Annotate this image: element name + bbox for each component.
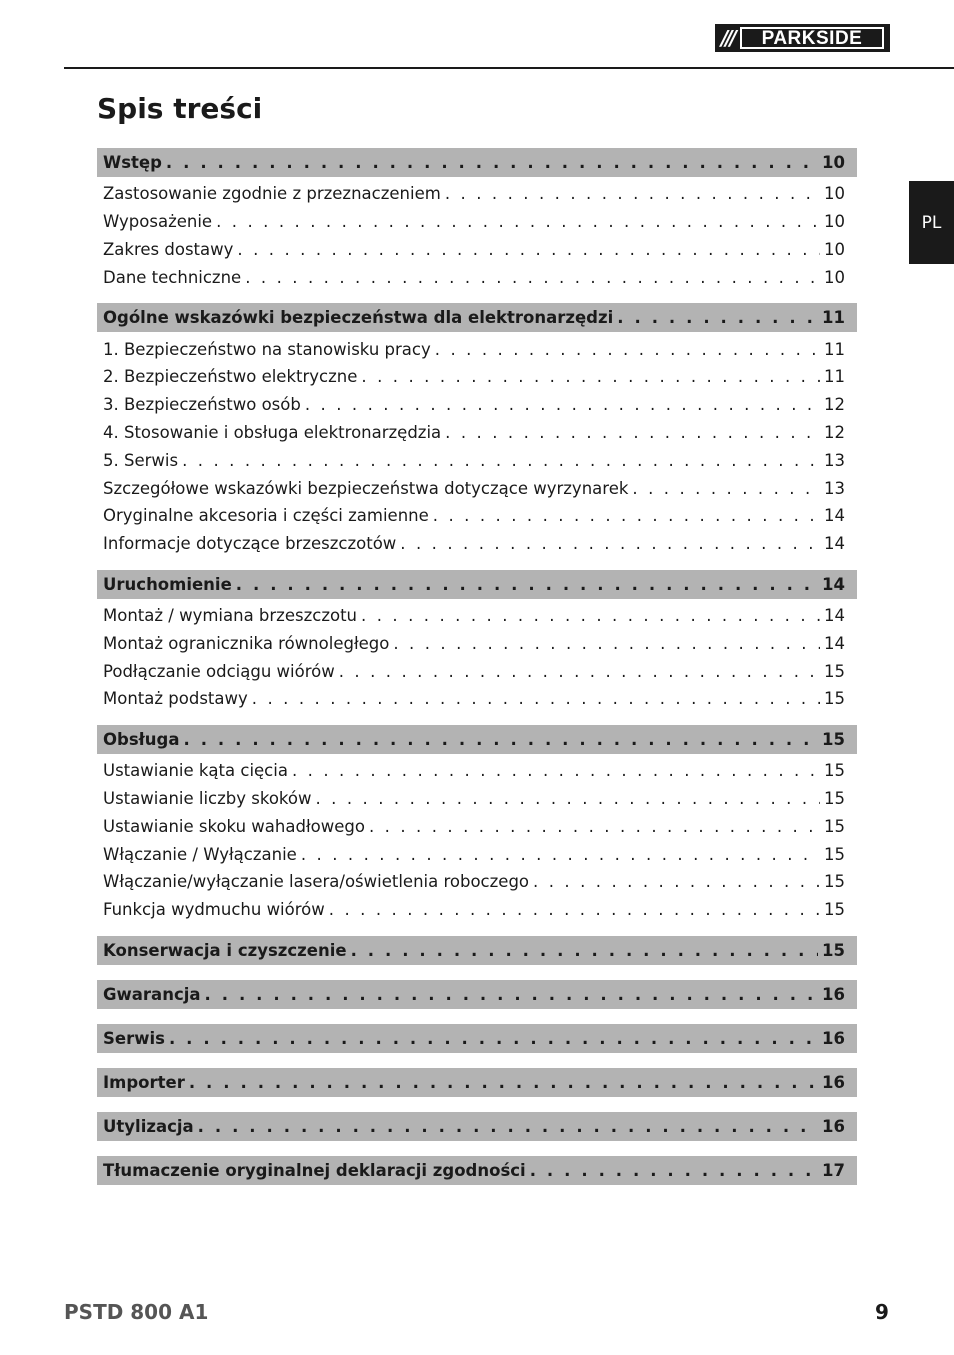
leader-dots: [400, 534, 820, 553]
leader-dots: [252, 689, 820, 708]
language-tab: PL: [909, 181, 954, 264]
toc-section-heading[interactable]: [97, 303, 857, 332]
toc-section-title: Utylizacja: [103, 1116, 194, 1136]
footer-page-number: 9: [875, 1300, 889, 1324]
toc-entry-page: 15: [824, 900, 845, 920]
toc-entry-page: 15: [824, 761, 845, 781]
toc-entry-page: 13: [824, 450, 845, 470]
toc-entry-label: Szczegółowe wskazówki bezpieczeństwa dotyczące wyrzynarek: [103, 478, 629, 498]
toc-section-heading[interactable]: [97, 1024, 857, 1053]
toc-entry[interactable]: [97, 530, 857, 558]
toc-section-page: 10: [822, 153, 845, 172]
toc-entry[interactable]: [97, 391, 857, 419]
toc-entry-label: Podłączanie odciągu wiórów: [103, 661, 335, 681]
toc-entry[interactable]: [97, 602, 857, 630]
logo-brand-text: PARKSIDE: [740, 27, 884, 49]
toc-entry[interactable]: [97, 812, 857, 840]
leader-dots: [301, 845, 820, 864]
toc-entry-page: 10: [824, 212, 845, 232]
toc-section-title: Ogólne wskazówki bezpieczeństwa dla elektronarzędzi: [103, 308, 614, 328]
page-title: Spis treści: [97, 92, 263, 125]
toc-entry-label: Ustawianie kąta cięcia: [103, 761, 288, 781]
toc-section-heading[interactable]: [97, 570, 857, 599]
toc-entry-page: 15: [824, 872, 845, 892]
toc-entry-label: Montaż ogranicznika równoległego: [103, 633, 390, 653]
toc-entry[interactable]: [97, 208, 857, 236]
toc-entry[interactable]: [97, 236, 857, 264]
toc-entry[interactable]: [97, 629, 857, 657]
toc-section-title: Wstęp: [103, 153, 162, 172]
leader-dots: [369, 817, 820, 836]
toc-section-page: 15: [822, 729, 845, 749]
leader-dots: [237, 240, 820, 259]
toc-section-page: 15: [822, 940, 845, 960]
toc-section-page: 11: [822, 308, 845, 328]
toc-entry-page: 14: [824, 633, 845, 653]
toc-entry-label: Dane techniczne: [103, 267, 242, 287]
toc-entry-page: 12: [824, 395, 845, 415]
toc-entry-label: 5. Serwis: [103, 450, 179, 470]
toc-section-title: Uruchomienie: [103, 574, 232, 594]
toc-entry[interactable]: [97, 757, 857, 785]
toc-section-title: Konserwacja i czyszczenie: [103, 940, 347, 960]
toc-entry-label: Ustawianie skoku wahadłowego: [103, 816, 365, 836]
toc-section-heading[interactable]: [97, 936, 857, 965]
leader-dots: [533, 872, 820, 891]
toc-section-page: 16: [822, 1116, 845, 1136]
toc-entry-page: 11: [824, 367, 845, 387]
toc-entry[interactable]: [97, 419, 857, 447]
leader-dots: [315, 789, 820, 808]
toc-entry[interactable]: [97, 840, 857, 868]
leader-dots: [445, 423, 820, 442]
toc-section-title: Obsługa: [103, 729, 180, 749]
parkside-logo: [715, 24, 890, 52]
toc-entry[interactable]: [97, 657, 857, 685]
toc-entry[interactable]: [97, 896, 857, 924]
toc-item-group: [97, 754, 857, 924]
toc-entry-label: Włączanie / Wyłączanie: [103, 844, 297, 864]
toc-section-heading[interactable]: [97, 148, 857, 177]
toc-item-group: [97, 177, 857, 291]
leader-dots: [166, 153, 818, 172]
toc-entry-page: 15: [824, 816, 845, 836]
table-of-contents: [97, 148, 857, 1185]
toc-entry-label: Włączanie/wyłączanie lasera/oświetlenia roboczego: [103, 872, 530, 892]
leader-dots: [433, 506, 820, 525]
toc-entry[interactable]: [97, 685, 857, 713]
leader-dots: [245, 268, 820, 287]
toc-entry-label: Zakres dostawy: [103, 239, 234, 259]
toc-entry-label: Informacje dotyczące brzeszczotów: [103, 534, 397, 554]
leader-dots: [393, 634, 820, 653]
toc-item-group: [97, 332, 857, 557]
logo-slashes: ///: [721, 26, 734, 50]
toc-entry-page: 11: [824, 339, 845, 359]
leader-dots: [351, 941, 818, 960]
leader-dots: [183, 730, 818, 749]
toc-entry-page: 15: [824, 661, 845, 681]
leader-dots: [632, 479, 820, 498]
toc-entry-label: Funkcja wydmuchu wiórów: [103, 900, 325, 920]
leader-dots: [198, 1117, 818, 1136]
toc-entry-page: 10: [824, 267, 845, 287]
toc-section-page: 16: [822, 1028, 845, 1048]
leader-dots: [216, 212, 820, 231]
toc-entry-page: 14: [824, 605, 845, 625]
toc-section-title: Gwarancja: [103, 984, 201, 1004]
toc-section-page: 17: [822, 1160, 845, 1180]
toc-entry[interactable]: [97, 263, 857, 291]
leader-dots: [169, 1029, 818, 1048]
toc-entry-page: 14: [824, 506, 845, 526]
leader-dots: [189, 1073, 818, 1092]
toc-entry-label: 3. Bezpieczeństwo osób: [103, 395, 301, 415]
toc-section-page: 16: [822, 984, 845, 1004]
toc-entry-label: Zastosowanie zgodnie z przeznaczeniem: [103, 184, 441, 204]
toc-entry[interactable]: [97, 363, 857, 391]
toc-entry[interactable]: [97, 502, 857, 530]
toc-entry-page: 13: [824, 478, 845, 498]
toc-section-heading[interactable]: [97, 980, 857, 1009]
leader-dots: [305, 395, 820, 414]
toc-entry-label: 4. Stosowanie i obsługa elektronarzędzia: [103, 422, 442, 442]
toc-entry-label: 1. Bezpieczeństwo na stanowisku pracy: [103, 339, 431, 359]
leader-dots: [435, 340, 820, 359]
toc-entry[interactable]: [97, 335, 857, 363]
leader-dots: [236, 575, 818, 594]
leader-dots: [339, 662, 820, 681]
toc-section-heading[interactable]: [97, 1156, 857, 1185]
toc-section-heading[interactable]: [97, 725, 857, 754]
leader-dots: [329, 900, 820, 919]
toc-section-title: Serwis: [103, 1028, 165, 1048]
leader-dots: [361, 367, 820, 386]
toc-entry-label: Oryginalne akcesoria i części zamienne: [103, 506, 429, 526]
toc-entry[interactable]: [97, 868, 857, 896]
leader-dots: [361, 606, 820, 625]
toc-entry[interactable]: [97, 474, 857, 502]
toc-section-title: Importer: [103, 1072, 185, 1092]
toc-entry-label: Montaż / wymiana brzeszczotu: [103, 605, 358, 625]
toc-entry-label: Wyposażenie: [103, 212, 213, 232]
toc-entry-page: 10: [824, 184, 845, 204]
toc-section-page: 14: [822, 574, 845, 594]
footer-model: PSTD 800 A1: [64, 1300, 209, 1324]
toc-entry[interactable]: [97, 180, 857, 208]
toc-entry-page: 12: [824, 422, 845, 442]
toc-entry-page: 15: [824, 788, 845, 808]
toc-entry-page: 14: [824, 534, 845, 554]
leader-dots: [530, 1161, 818, 1180]
toc-entry-page: 15: [824, 689, 845, 709]
leader-dots: [205, 985, 819, 1004]
leader-dots: [445, 184, 820, 203]
leader-dots: [182, 451, 820, 470]
leader-dots: [617, 308, 818, 327]
toc-section-heading[interactable]: [97, 1112, 857, 1141]
leader-dots: [292, 761, 820, 780]
toc-entry-label: 2. Bezpieczeństwo elektryczne: [103, 367, 358, 387]
toc-item-group: [97, 599, 857, 713]
toc-entry-page: 10: [824, 239, 845, 259]
header-rule: [64, 67, 954, 69]
toc-entry-label: Ustawianie liczby skoków: [103, 788, 312, 808]
toc-entry-page: 15: [824, 844, 845, 864]
toc-entry-label: Montaż podstawy: [103, 689, 248, 709]
toc-section-heading[interactable]: [97, 1068, 857, 1097]
toc-entry[interactable]: [97, 785, 857, 813]
toc-entry[interactable]: [97, 446, 857, 474]
toc-section-page: 16: [822, 1072, 845, 1092]
toc-section-title: Tłumaczenie oryginalnej deklaracji zgodności: [103, 1160, 526, 1180]
